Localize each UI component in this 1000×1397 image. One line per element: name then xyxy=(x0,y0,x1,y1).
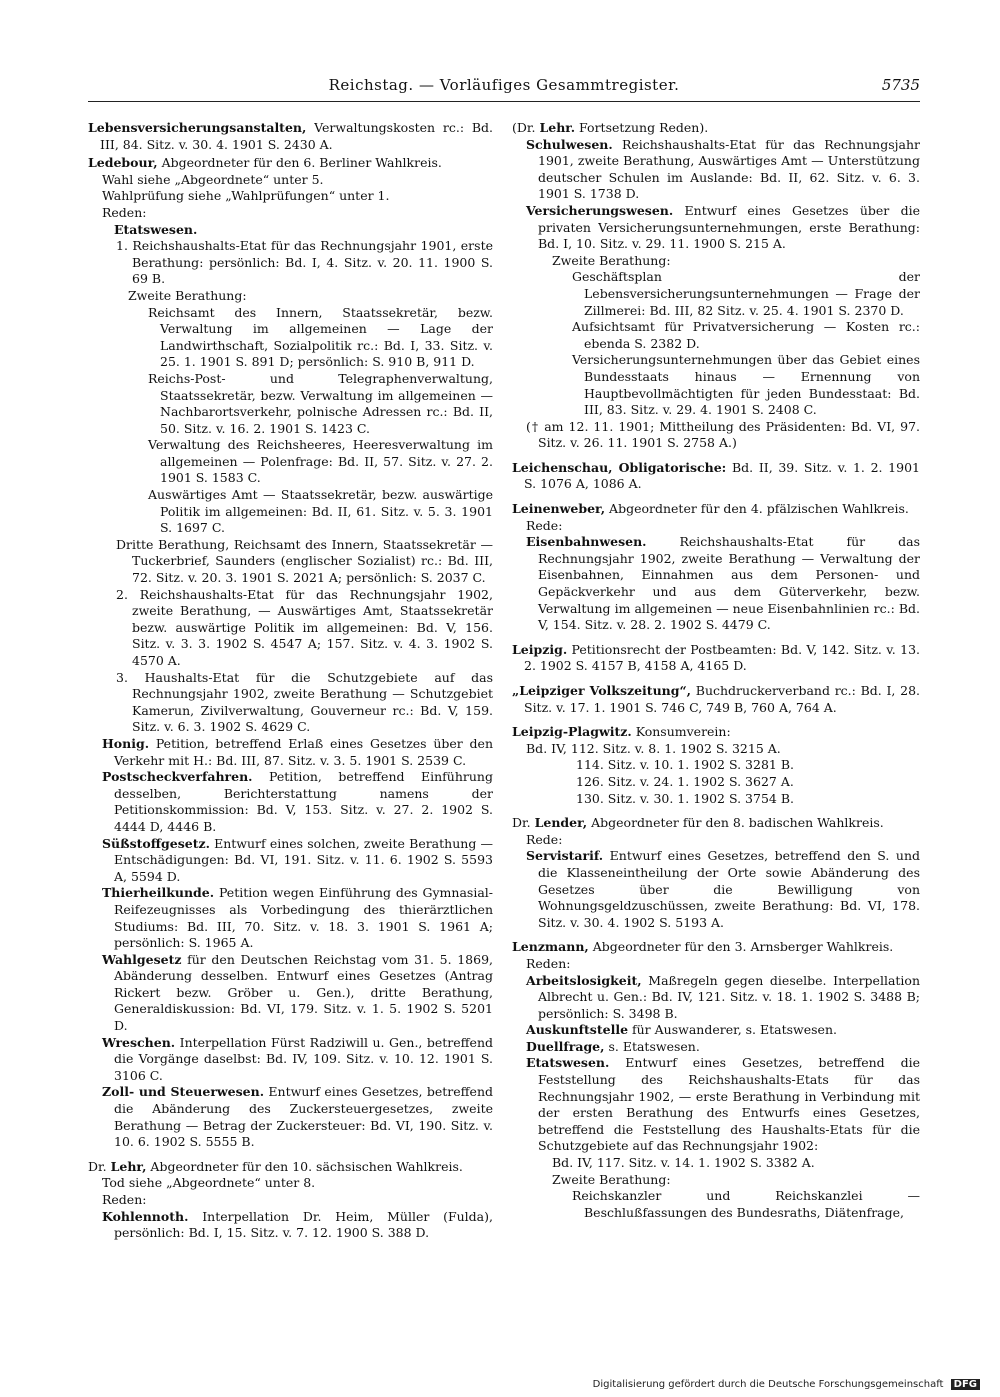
page-header xyxy=(88,76,920,100)
dfg-logo: DFG xyxy=(951,1379,980,1390)
sub-entry: Geschäftsplan der Lebensversicherungsunternehmungen — Frage der Zillmerei: Bd. III, 82 Sitz. v. 25. 4. 1901 S. 2370 D. xyxy=(572,269,920,318)
topic-entry: Wahlgesetz für den Deutschen Reichstag vom 31. 5. 1869, Abänderung desselben. Entwurf eines Gesetzes (Antrag Rickert bezw. Gröber u. Gen.), dritte Berathung, Generaldiskussion: Bd. VI, 179. Sitz. v. 1. 5. 1902 S. 5201 D. xyxy=(102,951,493,1034)
index-entry: Ledebour, Abgeordneter für den 6. Berliner Wahlkreis. xyxy=(88,155,442,171)
sub-entry: Bd. IV, 112. Sitz. v. 8. 1. 1902 S. 3215 A. xyxy=(526,740,781,756)
index-entry: Leinenweber, Abgeordneter für den 4. pfälzischen Wahlkreis. xyxy=(512,501,909,517)
topic-entry: Etatswesen. Entwurf eines Gesetzes, betreffend die Feststellung des Reichshaushalts-Etats für das Rechnungsjahr 1902, — erste Berathung in Verbindung mit der ersten Berathung des Entwurfs eines Gesetzes, betreffend die Feststellung des Haushalts-Etats für die Schutzgebiete auf das Rechnungsjahr 1902: xyxy=(526,1055,920,1154)
sub-heading: Rede: xyxy=(526,831,563,847)
footer-text: Digitalisierung gefördert durch die Deutsche Forschungsgemeinschaft xyxy=(592,1379,944,1390)
sub-entry: 114. Sitz. v. 10. 1. 1902 S. 3281 B. xyxy=(576,757,794,773)
topic-entry: Postscheckverfahren. Petition, betreffend Einführung desselben, Berichterstattung namens der Petitionskommission: Bd. V, 153. Sitz. v. 27. 2. 1902 S. 4444 D, 4446 B. xyxy=(102,769,493,834)
topic-entry: Süßstoffgesetz. Entwurf eines solchen, zweite Berathung — Entschädigungen: Bd. VI, 191. Sitz. v. 11. 6. 1902 S. 5593 A, 5594 D. xyxy=(102,835,493,884)
sub-entry: Wahl siehe „Abgeordnete“ unter 5. xyxy=(102,171,324,187)
index-entry: Dr. Lehr, Abgeordneter für den 10. sächsischen Wahlkreis. xyxy=(88,1158,463,1174)
index-entry: Leichenschau, Obligatorische: Bd. II, 39. Sitz. v. 1. 2. 1901 S. 1076 A, 1086 A. xyxy=(512,459,920,492)
sub-heading: Reden: xyxy=(102,1192,147,1207)
left-column xyxy=(88,118,493,1242)
sub-heading: Zweite Berathung: xyxy=(552,252,671,268)
sub-entry: Verwaltung des Reichsheeres, Heeresverwaltung im allgemeinen — Polenfrage: Bd. II, 57. Sitz. v. 27. 2. 1901 S. 1583 C. xyxy=(148,437,493,486)
page-number: 5735 xyxy=(881,76,920,94)
index-entry: Lebensversicherungsanstalten, Verwaltungskosten rc.: Bd. III, 84. Sitz. v. 30. 4. 1901 S. 2430 A. xyxy=(88,120,493,152)
topic-entry: Duellfrage, s. Etatswesen. xyxy=(526,1038,700,1054)
topic-entry: Kohlennoth. Interpellation Dr. Heim, Müller (Fulda), persönlich: Bd. I, 15. Sitz. v. 7. 12. 1900 S. 388 D. xyxy=(102,1208,493,1241)
running-title: Reichstag. — Vorläufiges Gesammtregister. xyxy=(328,76,680,94)
topic-entry: Auskunftstelle für Auswanderer, s. Etatswesen. xyxy=(526,1022,837,1038)
topic-entry: Versicherungswesen. Entwurf eines Gesetzes über die privaten Versicherungsunternehmungen, erste Berathung: Bd. I, 10. Sitz. v. 29. 11. 1900 S. 215 A. xyxy=(526,202,920,252)
sub-heading: Zweite Berathung: xyxy=(128,287,247,303)
topic-entry: Zoll- und Steuerwesen. Entwurf eines Gesetzes, betreffend die Abänderung des Zuckersteuergesetzes, zweite Berathung — Betrag der Zuckersteuer: Bd. VI, 190. Sitz. v. 10. 6. 1902 S. 5555 B. xyxy=(102,1084,494,1150)
sub-entry: Wahlprüfung siehe „Wahlprüfungen“ unter 1. xyxy=(102,188,390,204)
sub-entry: Reichs-Post- und Telegraphenverwaltung, Staatssekretär, bezw. Verwaltung im allgemeinen — Nachbarortsverkehr, polnische Adressen rc.: Bd. II, 50. Sitz. v. 16. 2. 1901 S. 1423 C. xyxy=(148,370,493,436)
header-rule xyxy=(88,101,920,102)
right-column xyxy=(512,118,920,1221)
sub-entry: Auswärtiges Amt — Staatssekretär, bezw. auswärtige Politik im allgemeinen: Bd. II, 61. Sitz. v. 5. 3. 1901 S. 1697 C. xyxy=(148,487,493,536)
death-note: († am 12. 11. 1901; Mittheilung des Präsidenten: Bd. VI, 97. Sitz. v. 26. 11. 1901 S. 2758 A.) xyxy=(526,418,920,451)
sub-entry: Dritte Berathung, Reichsamt des Innern, Staatssekretär — Tuckerbrief, Saunders (englischer Sozialist) rc.: Bd. III, 72. Sitz. v. 20. 3. 1901 S. 2021 A; persönlich: S. 2037 C. xyxy=(116,536,493,586)
topic-entry: Wreschen. Interpellation Fürst Radziwill u. Gen., betreffend die Vorgänge daselbst: Bd. IV, 109. Sitz. v. 10. 12. 1901 S. 3106 C. xyxy=(102,1034,493,1083)
topic-entry: Honig. Petition, betreffend Erlaß eines Gesetzes über den Verkehr mit H.: Bd. III, 87. Sitz. v. 3. 5. 1901 S. 2539 C. xyxy=(102,735,493,768)
sub-heading: Rede: xyxy=(526,517,563,533)
sub-entry: Reichskanzler und Reichskanzlei — Beschlußfassungen des Bundesraths, Diätenfrage, xyxy=(572,1188,920,1220)
numbered-entry: 2. Reichshaushalts-Etat für das Rechnungsjahr 1902, zweite Berathung, — Auswärtiges Amt, Staatssekretär bezw. auswärtige Politik im allgemeinen: Bd. V, 156. Sitz. v. 3. 3. 1902 S. 4547 A; 157. Sitz. v. 4. 3. 1902 S. 4570 A. xyxy=(116,586,493,668)
numbered-entry: 3. Haushalts-Etat für die Schutzgebiete auf das Rechnungsjahr 1902, zweite Berathung — Schutzgebiet Kamerun, Zivilverwaltung, Gouverneur rc.: Bd. V, 159. Sitz. v. 6. 3. 1902 S. 4629 C. xyxy=(116,669,493,735)
sub-heading: Reden: xyxy=(526,955,571,971)
sub-entry: Bd. IV, 117. Sitz. v. 14. 1. 1902 S. 3382 A. xyxy=(552,1155,815,1171)
index-entry: Leipzig. Petitionsrecht der Postbeamten: Bd. V, 142. Sitz. v. 13. 2. 1902 S. 4157 B, 4158 A, 4165 D. xyxy=(512,641,920,674)
sub-entry: 126. Sitz. v. 24. 1. 1902 S. 3627 A. xyxy=(576,773,794,789)
sub-entry: Versicherungsunternehmungen über das Gebiet eines Bundesstaats hinaus — Ernennung von Hauptbevollmächtigten für jeden Bundesstaat: Bd. III, 83. Sitz. v. 29. 4. 1901 S. 2408 C. xyxy=(572,352,920,418)
index-entry: Leipzig-Plagwitz. Konsumverein: xyxy=(512,724,731,740)
sub-entry: Aufsichtsamt für Privatversicherung — Kosten rc.: ebenda S. 2382 D. xyxy=(572,319,920,351)
sub-entry: 130. Sitz. v. 30. 1. 1902 S. 3754 B. xyxy=(576,790,794,806)
topic-heading: Etatswesen. xyxy=(114,221,198,237)
topic-entry: Eisenbahnwesen. Reichshaushalts-Etat für das Rechnungsjahr 1902, zweite Berathung — Verwaltung der Eisenbahnen, Einnahmen aus dem Personen- und Gepäckverkehr und aus dem Güterverkehr, bezw. Verwaltung im allgemeinen — neue Eisenbahnlinien rc.: Bd. V, 154. Sitz. v. 28. 2. 1902 S. 4479 C. xyxy=(526,534,920,633)
index-entry: Dr. Lender, Abgeordneter für den 8. badischen Wahlkreis. xyxy=(512,815,884,831)
numbered-entry: 1. Reichshaushalts-Etat für das Rechnungsjahr 1901, erste Berathung: persönlich: Bd. I, 4. Sitz. v. 20. 11. 1900 S. 69 B. xyxy=(116,238,493,287)
topic-entry: Servistarif. Entwurf eines Gesetzes, betreffend den S. und die Klasseneintheilung der Orte sowie Abänderung des Gesetzes über die Bewilligung von Wohnungsgeldzuschüssen, zweite Berathung: Bd. VI, 178. Sitz. v. 30. 4. 1902 S. 5193 A. xyxy=(526,848,920,930)
index-entry: Lenzmann, Abgeordneter für den 3. Arnsberger Wahlkreis. xyxy=(512,939,894,955)
topic-entry: Thierheilkunde. Petition wegen Einführung des Gymnasial-Reifezeugnisses als Vorbedingung des thierärztlichen Studiums: Bd. III, 70. Sitz. v. 18. 3. 1901 S. 1961 A; persönlich: S. 1965 A. xyxy=(102,885,493,951)
topic-entry: Schulwesen. Reichshaushalts-Etat für das Rechnungsjahr 1901, zweite Berathung, Auswärtiges Amt — Unterstützung deutscher Schulen im Auslande: Bd. II, 62. Sitz. v. 6. 3. 1901 S. 1738 D. xyxy=(526,136,920,202)
sub-heading: Zweite Berathung: xyxy=(552,1171,671,1187)
sub-entry: Reichsamt des Innern, Staatssekretär, bezw. Verwaltung im allgemeinen — Lage der Landwirthschaft, Sozialpolitik rc.: Bd. I, 33. Sitz. v. 25. 1. 1901 S. 891 D; persönlich: S. 910 B, 911 D. xyxy=(148,304,493,370)
topic-entry: Arbeitslosigkeit, Maßregeln gegen dieselbe. Interpellation Albrecht u. Gen.: Bd. IV, 121. Sitz. v. 18. 1. 1902 S. 3488 B; persönlich: S. 3498 B. xyxy=(526,972,920,1021)
digitization-footer xyxy=(560,1379,980,1390)
sub-entry: Tod siehe „Abgeordnete“ unter 8. xyxy=(102,1175,316,1191)
index-entry: „Leipziger Volkszeitung“, Buchdruckerverband rc.: Bd. I, 28. Sitz. v. 17. 1. 1901 S. 746 C, 749 B, 760 A, 764 A. xyxy=(512,683,921,715)
index-entry: (Dr. Lehr. Fortsetzung Reden). xyxy=(512,120,709,135)
sub-heading: Reden: xyxy=(102,204,147,220)
